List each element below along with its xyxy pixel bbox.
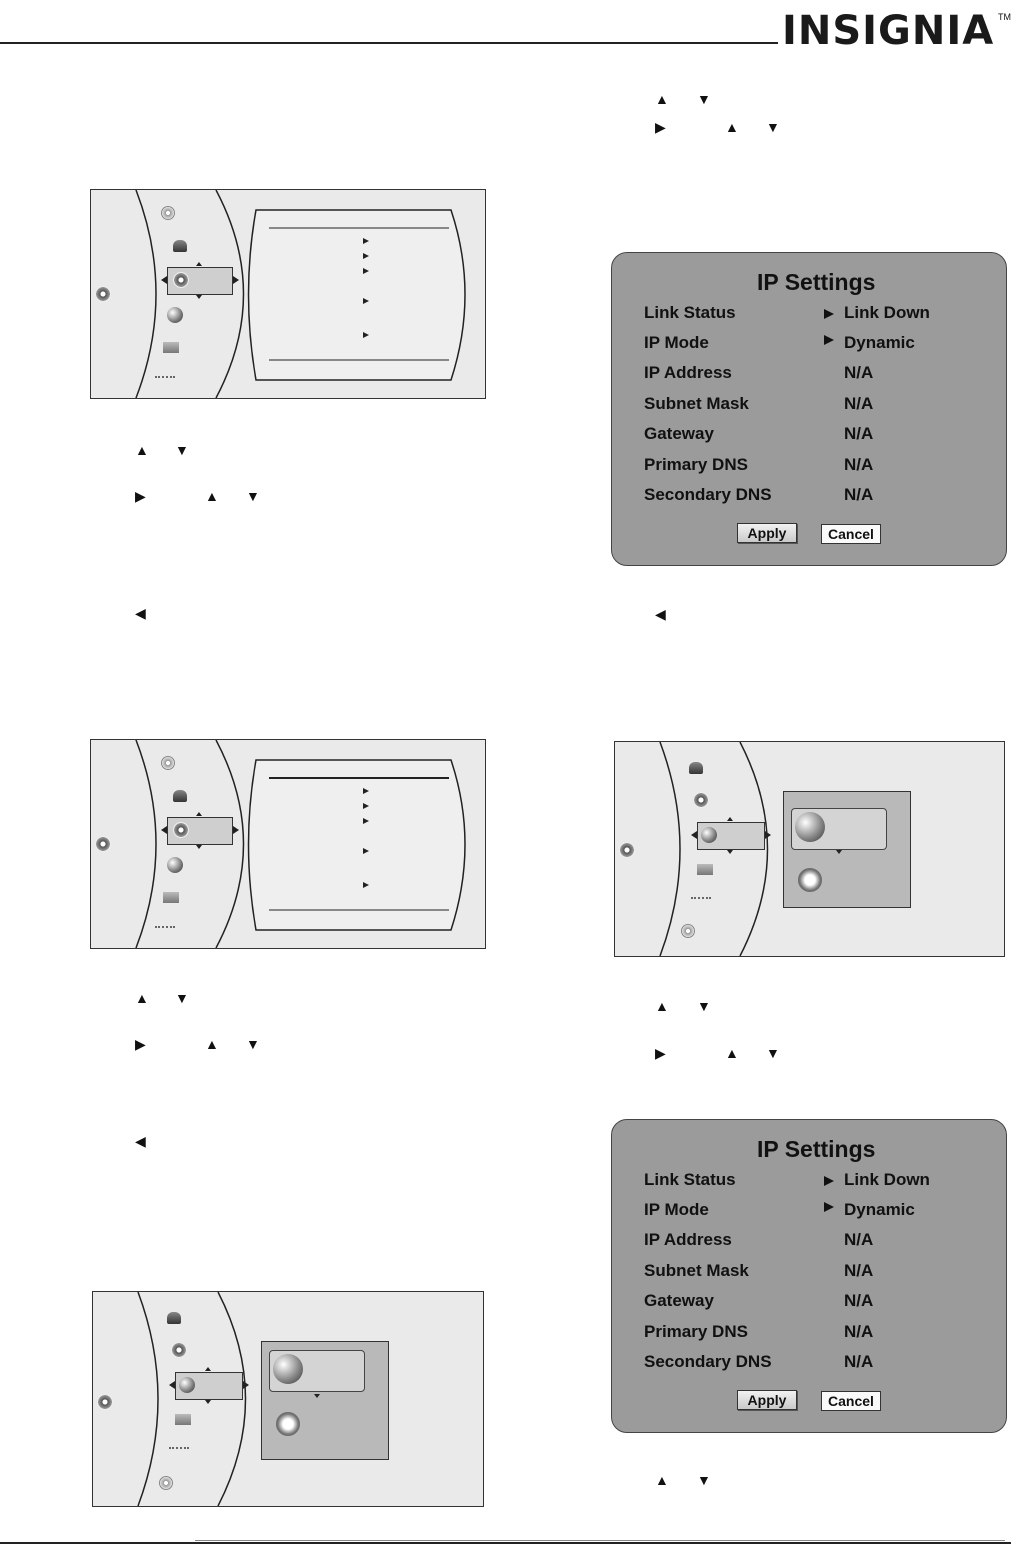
ip-mode-value[interactable]: Dynamic (844, 333, 915, 352)
up-arrow-icon: ▲ (135, 442, 149, 458)
right-nav-icon (233, 276, 239, 284)
link-status-value[interactable]: Link Down (844, 1170, 930, 1189)
sound-icon (276, 1412, 300, 1436)
up-nav-icon (727, 817, 733, 821)
setup-menu-screenshot-1 (90, 189, 486, 399)
primary-dns-label: Primary DNS (644, 455, 748, 474)
submenu-arrow-icon (363, 818, 369, 824)
up-arrow-icon: ▲ (205, 1036, 219, 1052)
down-nav-icon (836, 850, 842, 854)
left-nav-icon (161, 276, 167, 284)
monitor-icon (175, 1414, 191, 1425)
primary-dns-value: N/A (844, 455, 874, 474)
submenu-arrow-icon (363, 238, 369, 244)
down-arrow-icon: ▼ (175, 442, 189, 458)
gateway-label: Gateway (644, 424, 714, 443)
down-arrow-icon: ▼ (246, 488, 260, 504)
submenu-arrow-icon (363, 788, 369, 794)
ip-settings-panel-2 (611, 1119, 1007, 1433)
submenu-arrow-icon (363, 882, 369, 888)
header-rule (0, 42, 778, 44)
up-arrow-icon: ▲ (135, 990, 149, 1006)
pointer-icon (824, 1176, 834, 1186)
monitor-icon (163, 342, 179, 353)
gear-icon (693, 792, 709, 808)
gear-icon (173, 822, 189, 838)
ip-address-value: N/A (844, 363, 874, 382)
up-nav-icon (205, 1367, 211, 1371)
subnet-mask-value: N/A (844, 394, 874, 413)
pointer-icon (824, 309, 834, 319)
ip-address-label: IP Address (644, 1230, 732, 1249)
globe-icon (167, 857, 183, 873)
ip-mode-label: IP Mode (644, 1200, 709, 1219)
globe-icon (701, 827, 717, 843)
person-icon (173, 790, 187, 802)
ip-address-value: N/A (844, 1230, 874, 1249)
cancel-button[interactable]: Cancel (821, 524, 881, 544)
down-nav-icon (727, 850, 733, 854)
down-nav-icon (314, 1394, 320, 1398)
up-arrow-icon: ▲ (655, 1472, 669, 1488)
secondary-dns-value: N/A (844, 1352, 874, 1371)
down-arrow-icon: ▼ (246, 1036, 260, 1052)
audio-wave-icon (169, 1447, 189, 1455)
secondary-dns-label: Secondary DNS (644, 485, 772, 504)
person-icon (173, 240, 187, 252)
secondary-dns-label: Secondary DNS (644, 1352, 772, 1371)
left-arrow-icon: ◀ (655, 606, 666, 622)
link-status-label: Link Status (644, 1170, 736, 1189)
down-arrow-icon: ▼ (766, 119, 780, 135)
link-status-label: Link Status (644, 303, 736, 322)
subnet-mask-label: Subnet Mask (644, 1261, 749, 1280)
ip-settings-title: IP Settings (757, 269, 876, 295)
audio-wave-icon (155, 926, 175, 934)
network-subpanel (783, 791, 911, 908)
down-arrow-icon: ▼ (697, 998, 711, 1014)
globe-icon (179, 1377, 195, 1393)
person-icon (689, 762, 703, 774)
apply-button[interactable]: Apply (737, 523, 797, 543)
right-arrow-icon: ▶ (655, 1045, 666, 1061)
network-menu-screenshot-1 (92, 1291, 484, 1507)
left-nav-icon (161, 826, 167, 834)
down-nav-icon (196, 295, 202, 299)
subnet-mask-label: Subnet Mask (644, 394, 749, 413)
audio-wave-icon (155, 376, 175, 384)
setup-menu-screenshot-2 (90, 739, 486, 949)
disc-icon (159, 1476, 173, 1490)
right-arrow-icon: ▶ (655, 119, 666, 135)
ip-settings-title: IP Settings (757, 1136, 876, 1162)
ip-address-label: IP Address (644, 363, 732, 382)
right-arrow-icon: ▶ (135, 488, 146, 504)
sound-icon (798, 868, 822, 892)
menu-arcs (91, 190, 485, 398)
disc-icon (681, 924, 695, 938)
footer-rule (0, 1542, 1011, 1544)
left-arrow-icon: ◀ (135, 1133, 146, 1149)
gear-icon (171, 1342, 187, 1358)
cancel-button[interactable]: Cancel (821, 1391, 881, 1411)
brand-logo: INSIGNIA (782, 8, 995, 54)
up-nav-icon (196, 262, 202, 266)
gear-icon (97, 1394, 113, 1410)
left-nav-icon (691, 831, 697, 839)
up-arrow-icon: ▲ (725, 119, 739, 135)
ip-settings-panel-1 (611, 252, 1007, 566)
trademark-mark: TM (998, 12, 1011, 22)
up-nav-icon (196, 812, 202, 816)
down-arrow-icon: ▼ (697, 91, 711, 107)
primary-dns-label: Primary DNS (644, 1322, 748, 1341)
disc-icon (161, 756, 175, 770)
gateway-label: Gateway (644, 1291, 714, 1310)
link-status-value[interactable]: Link Down (844, 303, 930, 322)
footer-thin-rule (195, 1540, 1005, 1541)
left-nav-icon (169, 1381, 175, 1389)
menu-arcs (91, 740, 485, 948)
submenu-arrow-icon (363, 332, 369, 338)
up-arrow-icon: ▲ (655, 998, 669, 1014)
submenu-arrow-icon (363, 253, 369, 259)
down-arrow-icon: ▼ (766, 1045, 780, 1061)
down-nav-icon (196, 845, 202, 849)
gear-icon (619, 842, 635, 858)
gear-icon (173, 272, 189, 288)
up-arrow-icon: ▲ (655, 91, 669, 107)
globe-icon (167, 307, 183, 323)
right-nav-icon (243, 1381, 249, 1389)
left-arrow-icon: ◀ (135, 605, 146, 621)
ip-mode-value[interactable]: Dynamic (844, 1200, 915, 1219)
primary-dns-value: N/A (844, 1322, 874, 1341)
submenu-arrow-icon (363, 848, 369, 854)
right-nav-icon (233, 826, 239, 834)
pointer-icon (824, 335, 834, 345)
audio-wave-icon (691, 897, 711, 905)
network-subpanel (261, 1341, 389, 1460)
ip-mode-label: IP Mode (644, 333, 709, 352)
gateway-value: N/A (844, 1291, 874, 1310)
network-menu-screenshot-2 (614, 741, 1005, 957)
internet-globe-icon (795, 812, 825, 842)
gateway-value: N/A (844, 424, 874, 443)
submenu-arrow-icon (363, 298, 369, 304)
disc-icon (161, 206, 175, 220)
down-arrow-icon: ▼ (175, 990, 189, 1006)
right-arrow-icon: ▶ (135, 1036, 146, 1052)
up-arrow-icon: ▲ (205, 488, 219, 504)
monitor-icon (163, 892, 179, 903)
gear-icon (95, 836, 111, 852)
right-nav-icon (765, 831, 771, 839)
submenu-arrow-icon (363, 803, 369, 809)
subnet-mask-value: N/A (844, 1261, 874, 1280)
internet-globe-icon (273, 1354, 303, 1384)
apply-button[interactable]: Apply (737, 1390, 797, 1410)
submenu-arrow-icon (363, 268, 369, 274)
up-arrow-icon: ▲ (725, 1045, 739, 1061)
gear-icon (95, 286, 111, 302)
down-nav-icon (205, 1400, 211, 1404)
down-arrow-icon: ▼ (697, 1472, 711, 1488)
secondary-dns-value: N/A (844, 485, 874, 504)
pointer-icon (824, 1202, 834, 1212)
monitor-icon (697, 864, 713, 875)
person-icon (167, 1312, 181, 1324)
